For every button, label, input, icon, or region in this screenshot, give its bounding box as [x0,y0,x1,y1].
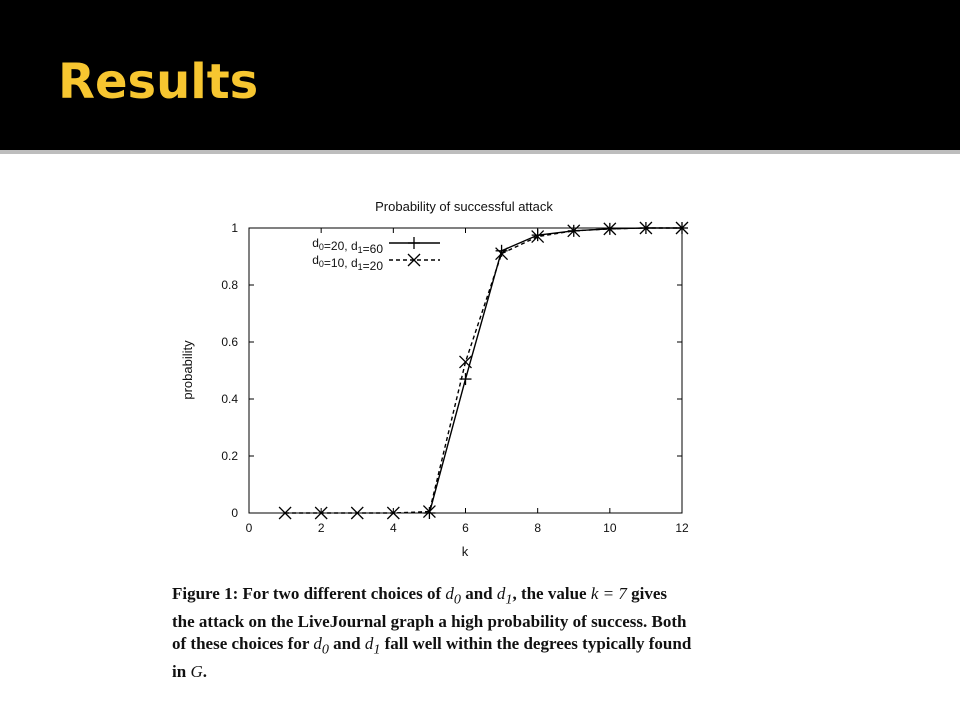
x-tick-label: 2 [317,521,325,535]
y-tick-label: 0.8 [221,278,238,292]
caption-text: Figure 1: For two different choices of [172,584,446,603]
x-tick-label: 12 [675,521,689,535]
caption-text: . [202,662,207,682]
series-line [285,228,682,513]
legend-label: $d_0=10$, $d_1=20$ [312,253,383,273]
legend-label: $d_0=20$, $d_1=60$ [312,236,383,256]
caption-text: fall well within the degrees typically found in [172,634,692,682]
y-tick-label: 0.6 [221,335,238,349]
y-axis-ticks [221,221,682,520]
figure-caption [172,583,692,684]
caption-text: and [328,634,365,654]
plot-frame [249,228,682,513]
y-tick-label: 1 [231,221,238,235]
caption-math-d0: $d_0$ [445,584,461,608]
x-axis-ticks [246,228,689,535]
caption-math-d1: $d_1$ [364,634,381,658]
y-axis-label: probability [180,340,195,400]
caption-text: and [460,584,497,603]
caption-text: , the value [512,584,591,603]
data-point-plus [408,237,420,249]
y-tick-label: 0.2 [221,449,238,463]
x-axis-label: k [461,544,469,559]
caption-math-d0: $d_0$ [313,634,329,658]
caption-math-k: k = 7 [590,584,627,603]
x-tick-label: 6 [462,521,469,535]
data-point-plus [532,229,544,241]
x-tick-label: 8 [534,521,542,535]
x-tick-label: 0 [245,521,253,535]
chart-title: Probability of successful attack [375,199,553,214]
caption-text: gives the attack on the LiveJournal graph a high probability of success. Both of these choices for [172,584,687,654]
y-tick-label: 0 [231,506,238,520]
series-line [429,228,682,513]
x-tick-label: 10 [603,521,617,535]
caption-math-g: G [190,662,203,682]
y-tick-label: 0.4 [221,392,238,406]
x-tick-label: 4 [389,521,397,535]
caption-math-d1: $d_1$ [496,584,513,608]
legend [312,236,440,273]
data-point-plus [496,245,508,257]
slide-title: Results [58,54,259,110]
